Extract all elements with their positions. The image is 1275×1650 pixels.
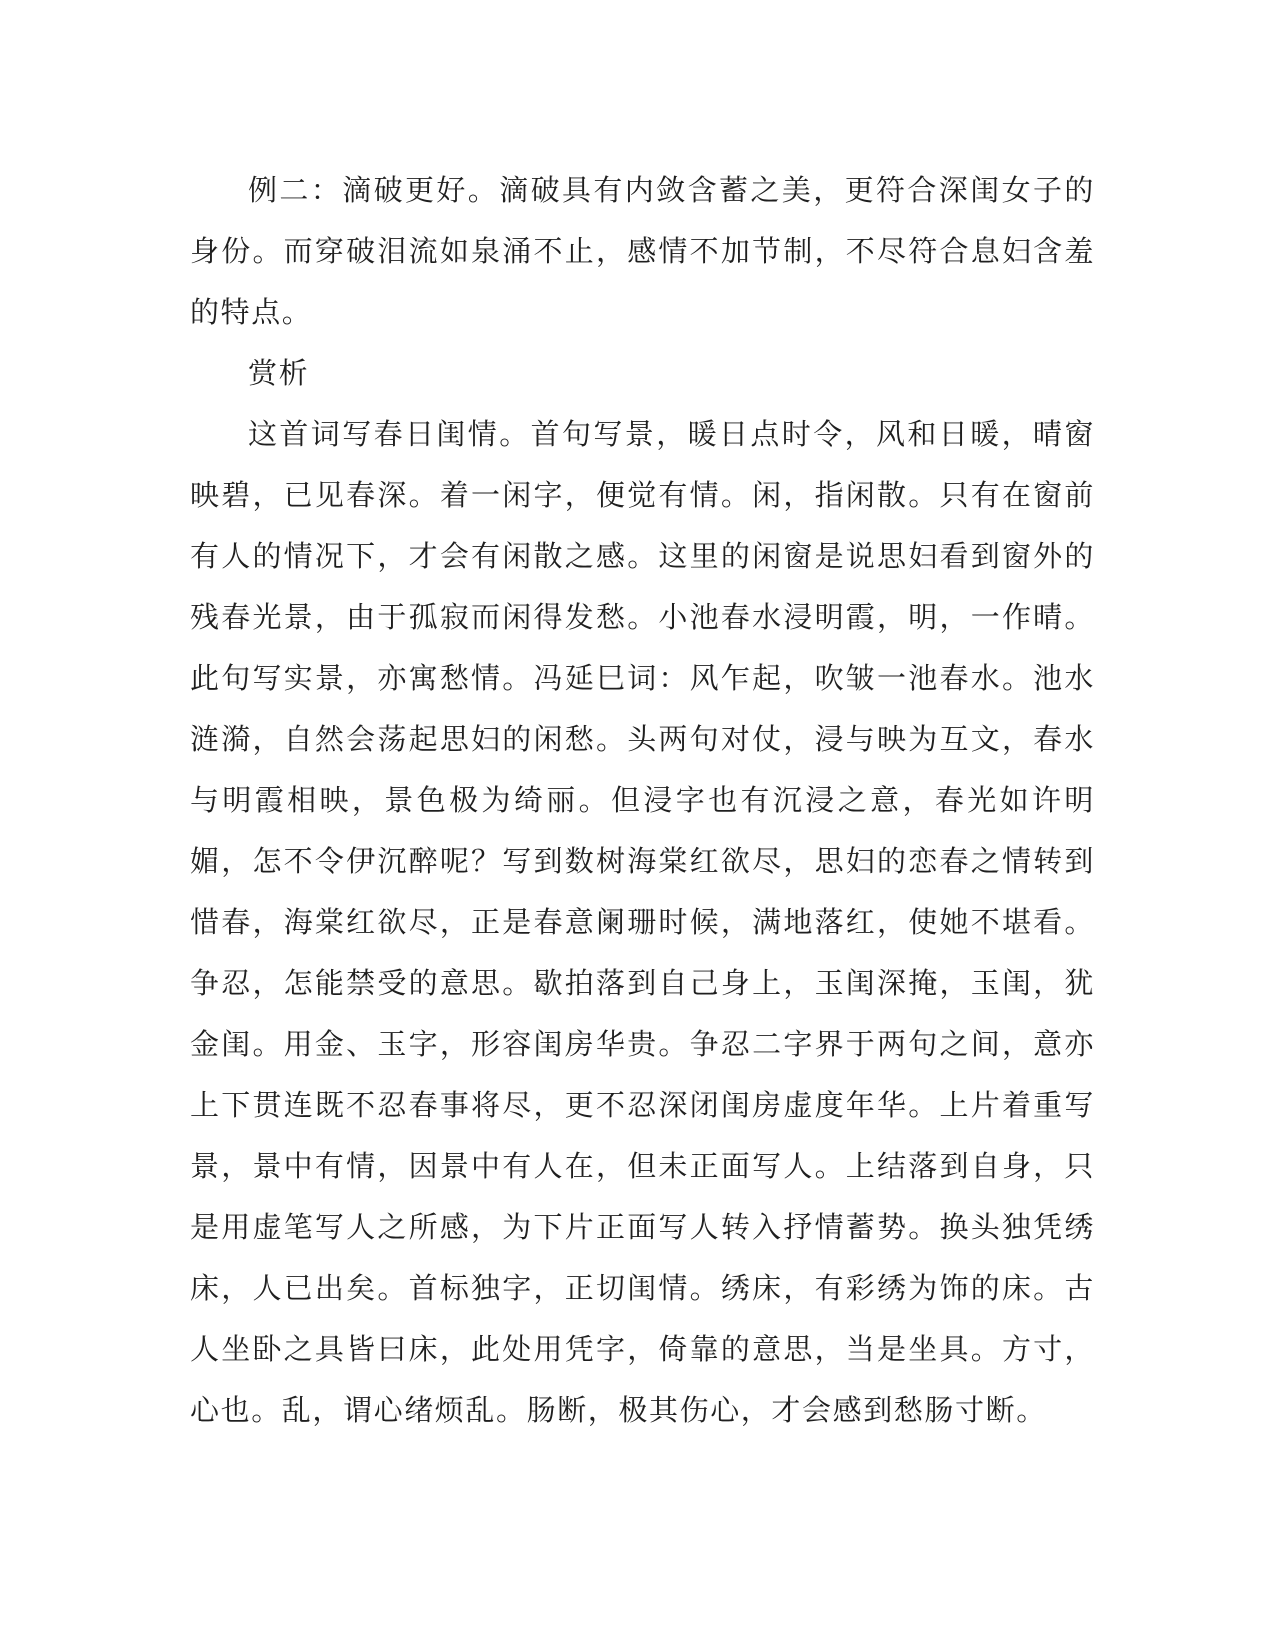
- paragraph-example-two: 例二：滴破更好。滴破具有内敛含蓄之美，更符合深闺女子的身份。而穿破泪流如泉涌不止，感情不加节制，不尽符合息妇含羞的特点。: [190, 173, 1095, 329]
- section-heading-appreciation: 赏析: [248, 356, 310, 390]
- document-body: [190, 160, 1095, 1441]
- paragraph-appreciation: 这首词写春日闺情。首句写景，暖日点时令，风和日暖，晴窗映碧，已见春深。着一闲字，便觉有情。闲，指闲散。只有在窗前有人的情况下，才会有闲散之感。这里的闲窗是说思妇看到窗外的残春光景，由于孤寂而闲得发愁。小池春水浸明霞，明，一作晴。此句写实景，亦寓愁情。冯延巳词：风乍起，吹皱一池春水。池水涟漪，自然会荡起思妇的闲愁。头两句对仗，浸与映为互文，春水与明霞相映，景色极为绮丽。但浸字也有沉浸之意，春光如许明媚，怎不令伊沉醉呢？写到数树海棠红欲尽，思妇的恋春之情转到惜春，海棠红欲尽，正是春意阑珊时候，满地落红，使她不堪看。争忍，怎能禁受的意思。歇拍落到自己身上，玉闺深掩，玉闺，犹金闺。用金、玉字，形容闺房华贵。争忍二字界于两句之间，意亦上下贯连既不忍春事将尽，更不忍深闭闺房虚度年华。上片着重写景，景中有情，因景中有人在，但未正面写人。上结落到自身，只是用虚笔写人之所感，为下片正面写人转入抒情蓄势。换头独凭绣床，人已出矣。首标独字，正切闺情。绣床，有彩绣为饰的床。古人坐卧之具皆曰床，此处用凭字，倚靠的意思，当是坐具。方寸，心也。乱，谓心绪烦乱。肠断，极其伤心，才会感到愁肠寸断。: [190, 417, 1095, 1427]
